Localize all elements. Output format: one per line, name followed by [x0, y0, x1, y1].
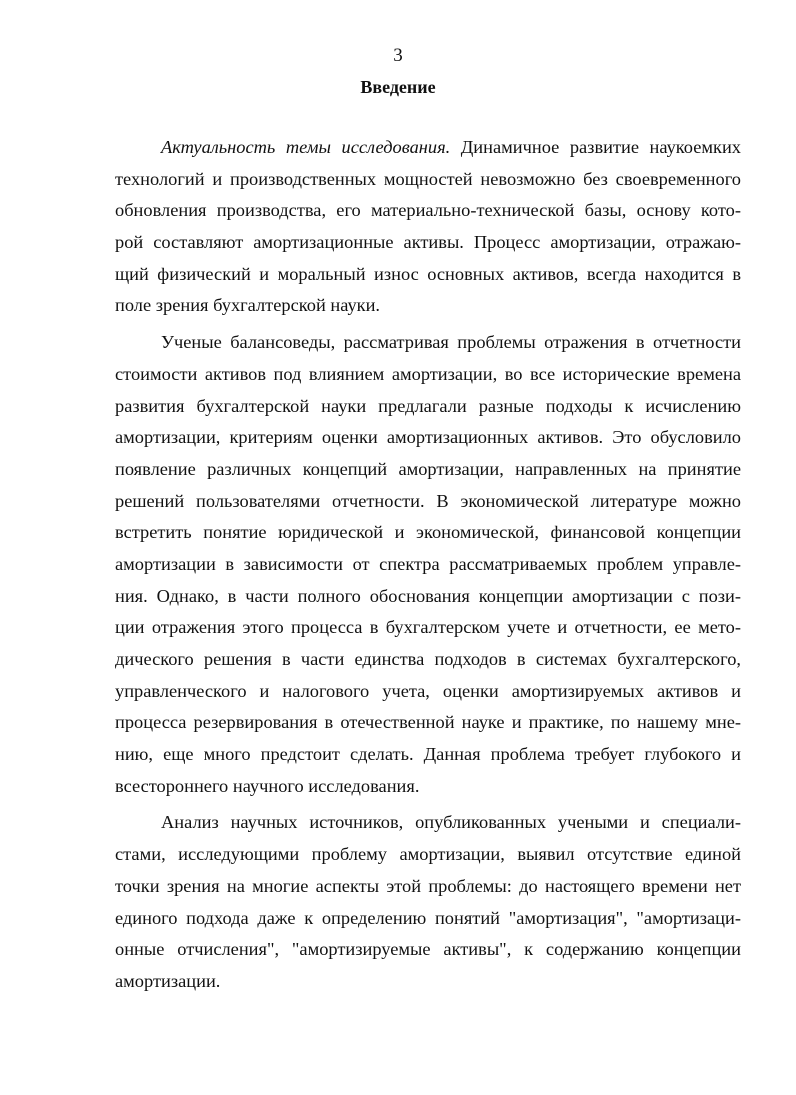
document-body: [115, 132, 741, 998]
paragraph-line: Актуальность темы исследования. Динамичное развитие наукоемких: [161, 137, 741, 157]
paragraph-balance-scientists: [115, 327, 741, 802]
paragraph-relevance: [115, 132, 741, 322]
paragraph-line: управленческого и налогового учета, оценки амортизируемых активов и: [115, 680, 741, 701]
paragraph-line: дического решения в части единства подходов в системах бухгалтерского,: [115, 649, 741, 669]
paragraph-line: нию, еще много предстоит сделать. Данная проблема требует глубокого и: [115, 744, 741, 765]
paragraph-line: всестороннего научного исследования.: [115, 775, 420, 796]
paragraph-line: обновления производства, его материально-технической базы, основу кото-: [115, 200, 741, 221]
paragraph-line: Анализ научных источников, опубликованных учеными и специали-: [161, 812, 741, 833]
relevance-lead: Актуальность темы исследования.: [161, 137, 451, 157]
paragraph-line: технологий и производственных мощностей невозможно без своевременного: [115, 168, 741, 189]
paragraph-line: процесса резервирования в отечественной науке и практике, по нашему мне-: [115, 712, 741, 733]
paragraph-line: онные отчисления", "амортизируемые активы", к содержанию концепции: [115, 939, 741, 960]
paragraph-line: ния. Однако, в части полного обоснования концепции амортизации с пози-: [115, 585, 741, 606]
paragraph-line: амортизации.: [115, 970, 221, 991]
paragraph-source-analysis: [115, 807, 741, 997]
paragraph-line: появление различных концепций амортизации, направленных на принятие: [115, 458, 741, 479]
paragraph-line: рой составляют амортизационные активы. Процесс амортизации, отражаю-: [115, 232, 741, 253]
paragraph-line: встретить понятие юридической и экономической, финансовой концепции: [115, 522, 741, 543]
paragraph-line: ции отражения этого процесса в бухгалтерском учете и отчетности, ее мето-: [115, 617, 741, 638]
paragraph-line: амортизации, критериям оценки амортизационных активов. Это обусловило: [115, 427, 741, 448]
paragraph-line: Ученые балансоведы, рассматривая проблемы отражения в отчетности: [161, 332, 741, 353]
paragraph-line: единого подхода даже к определению понятий "амортизация", "амортизаци-: [115, 907, 741, 928]
paragraph-line: решений пользователями отчетности. В экономической литературе можно: [115, 490, 741, 511]
paragraph-line: стоимости активов под влиянием амортизации, во все исторические времена: [115, 363, 741, 384]
paragraph-line: точки зрения на многие аспекты этой проблемы: до настоящего времени нет: [115, 875, 741, 896]
paragraph-line: щий физический и моральный износ основных активов, всегда находится в: [115, 263, 741, 284]
paragraph-line: амортизации в зависимости от спектра рассматриваемых проблем управле-: [115, 553, 741, 574]
page-number: 3: [393, 45, 403, 66]
paragraph-line: поле зрения бухгалтерской науки.: [115, 295, 381, 316]
section-heading: Введение: [360, 77, 436, 97]
paragraph-line: развития бухгалтерской науки предлагали разные подходы к исчислению: [115, 395, 741, 416]
paragraph-line: стами, исследующими проблему амортизации, выявил отсутствие единой: [115, 844, 741, 865]
